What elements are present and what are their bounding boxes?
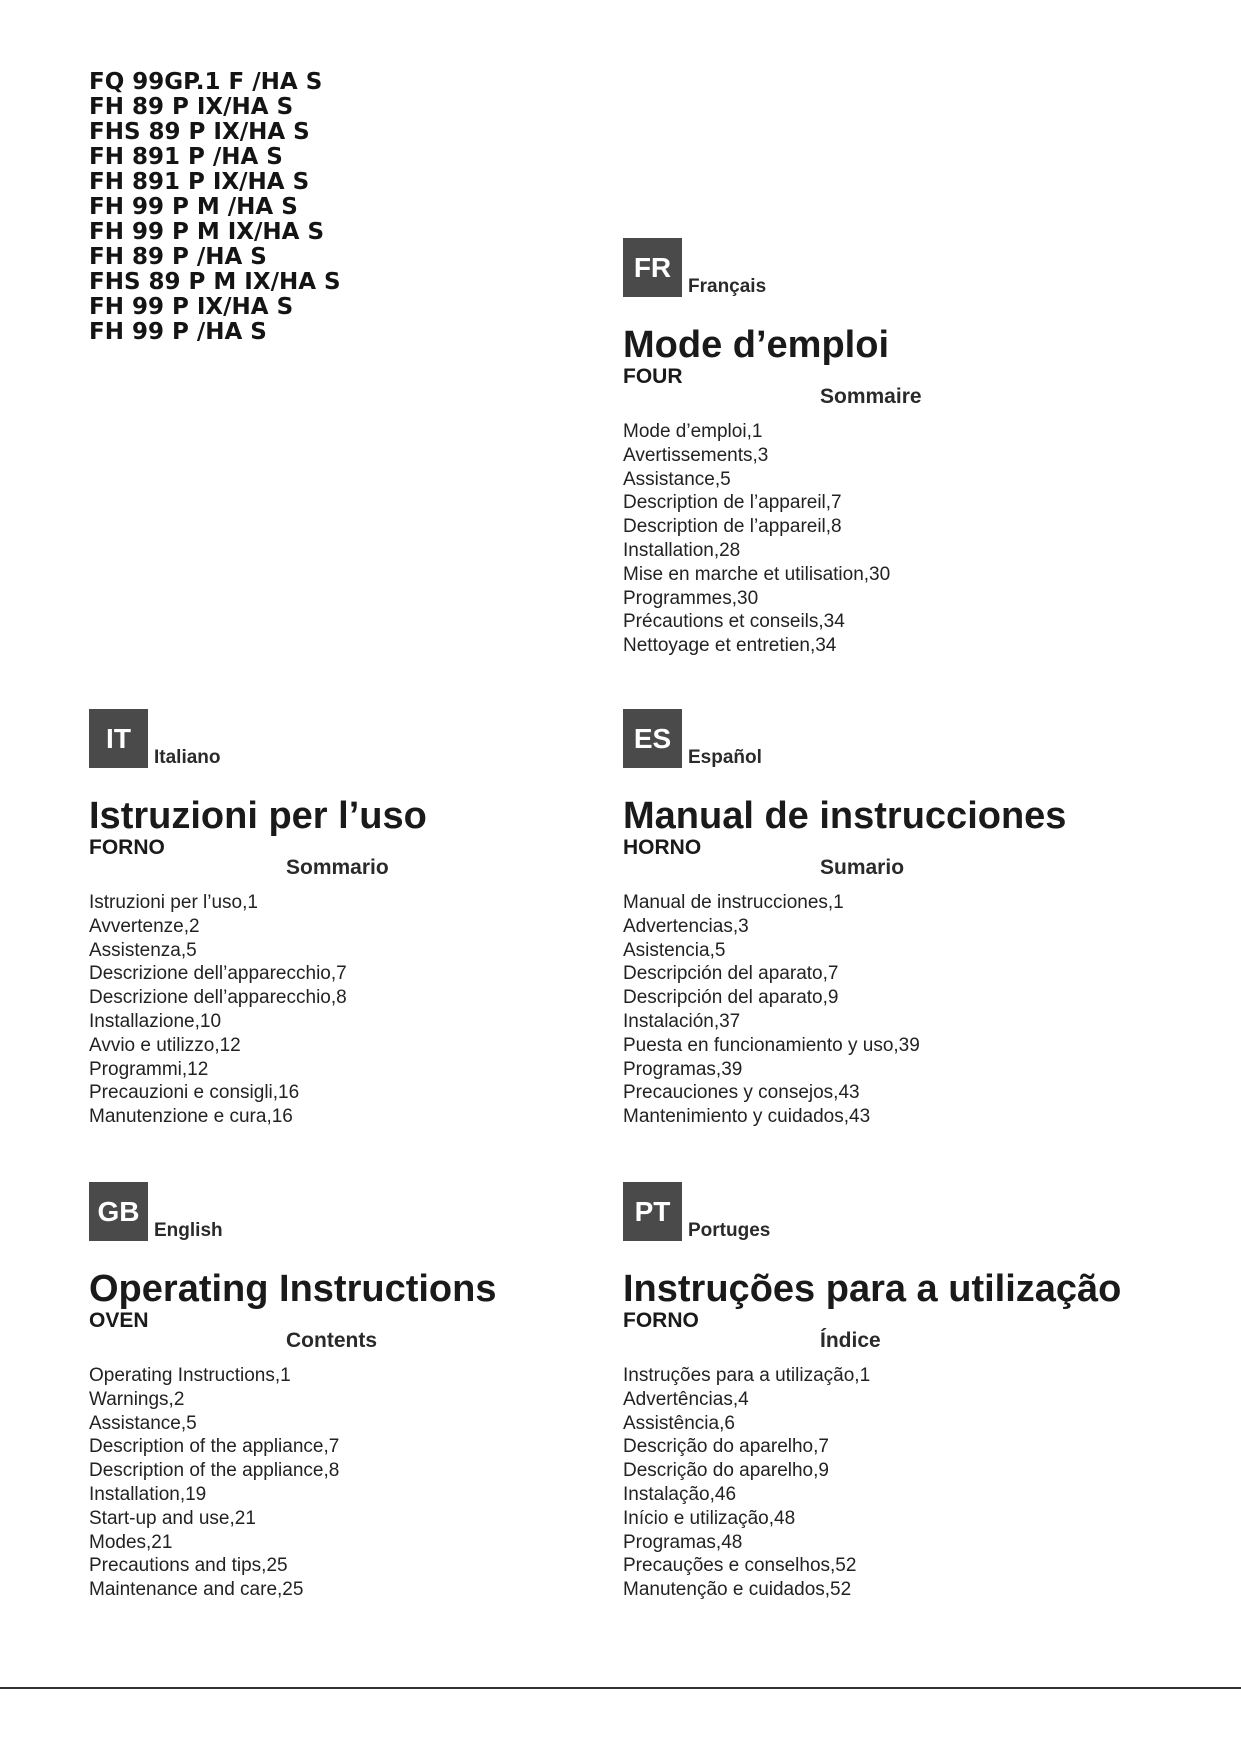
toc-item: Precautions and tips,25 <box>89 1555 288 1577</box>
toc-item: Modes,21 <box>89 1531 173 1553</box>
section-fr <box>623 238 1183 658</box>
toc-item: Installation,19 <box>89 1483 207 1505</box>
language-header <box>623 238 1183 298</box>
table-of-contents <box>89 1364 649 1602</box>
model-number: FH 891 P /HA S <box>89 144 283 170</box>
toc-item: Início e utilização,48 <box>623 1507 796 1529</box>
language-code-badge: FR <box>623 238 682 297</box>
language-name: Italiano <box>154 747 221 768</box>
toc-item: Descrizione dell’apparecchio,8 <box>89 987 347 1009</box>
contents-heading: Sommaire <box>820 385 922 408</box>
product-type: FORNO <box>89 836 165 859</box>
toc-item: Precauzioni e consigli,16 <box>89 1082 300 1104</box>
model-number: FHS 89 P M IX/HA S <box>89 269 341 295</box>
manual-title: Instruções para a utilização <box>623 1268 1122 1310</box>
language-header <box>623 709 1183 769</box>
toc-item: Warnings,2 <box>89 1388 185 1410</box>
model-number: FH 99 P M /HA S <box>89 194 298 220</box>
product-type: FOUR <box>623 365 683 388</box>
language-header <box>89 1182 649 1242</box>
toc-item: Istruzioni per l’uso,1 <box>89 892 258 913</box>
language-name: Français <box>688 276 767 297</box>
toc-item: Assistance,5 <box>89 1412 197 1434</box>
language-code-badge: IT <box>89 709 148 768</box>
section-it <box>89 709 649 1129</box>
language-header <box>623 1182 1183 1242</box>
model-number: FH 99 P M IX/HA S <box>89 219 325 245</box>
toc-item: Description de l’appareil,8 <box>623 516 842 538</box>
model-number: FH 891 P IX/HA S <box>89 169 310 195</box>
toc-item: Precauciones y consejos,43 <box>623 1082 860 1104</box>
model-list <box>89 70 341 345</box>
language-header <box>89 709 649 769</box>
toc-item: Descrição do aparelho,9 <box>623 1460 829 1482</box>
table-of-contents <box>623 1364 1183 1602</box>
toc-item: Installazione,10 <box>89 1010 222 1032</box>
toc-item: Advertências,4 <box>623 1388 749 1410</box>
toc-item: Instruções para a utilização,1 <box>623 1365 871 1386</box>
section-gb <box>89 1182 649 1602</box>
toc-item: Assistenza,5 <box>89 939 197 961</box>
table-of-contents <box>623 891 1183 1129</box>
toc-item: Programas,39 <box>623 1058 743 1080</box>
manual-title: Manual de instrucciones <box>623 795 1067 837</box>
model-number: FH 89 P IX/HA S <box>89 94 294 120</box>
model-number: FQ 99GP.1 F /HA S <box>89 69 323 95</box>
toc-item: Mantenimiento y cuidados,43 <box>623 1106 871 1128</box>
contents-heading: Contents <box>286 1329 377 1352</box>
toc-item: Operating Instructions,1 <box>89 1365 291 1386</box>
toc-item: Maintenance and care,25 <box>89 1579 304 1601</box>
toc-item: Advertencias,3 <box>623 915 749 937</box>
toc-item: Description de l’appareil,7 <box>623 492 842 514</box>
toc-item: Instalación,37 <box>623 1010 741 1032</box>
manual-title: Istruzioni per l’uso <box>89 795 427 837</box>
section-pt <box>623 1182 1183 1602</box>
toc-item: Assistance,5 <box>623 468 731 490</box>
toc-item: Descripción del aparato,9 <box>623 987 839 1009</box>
toc-item: Mise en marche et utilisation,30 <box>623 563 891 585</box>
toc-item: Puesta en funcionamiento y uso,39 <box>623 1034 920 1056</box>
model-number: FHS 89 P IX/HA S <box>89 119 310 145</box>
toc-item: Manutenção e cuidados,52 <box>623 1579 852 1601</box>
model-number: FH 99 P IX/HA S <box>89 294 294 320</box>
toc-item: Precauções e conselhos,52 <box>623 1555 857 1577</box>
toc-item: Asistencia,5 <box>623 939 726 961</box>
toc-item: Avertissements,3 <box>623 444 769 466</box>
toc-item: Descrizione dell’apparecchio,7 <box>89 963 347 985</box>
toc-item: Manutenzione e cura,16 <box>89 1106 293 1128</box>
model-number: FH 99 P /HA S <box>89 319 267 345</box>
language-code-badge: PT <box>623 1182 682 1241</box>
footer-divider <box>0 1687 1241 1689</box>
language-code-badge: GB <box>89 1182 148 1241</box>
table-of-contents <box>623 420 1183 658</box>
toc-item: Assistência,6 <box>623 1412 735 1434</box>
model-number: FH 89 P /HA S <box>89 244 267 270</box>
toc-item: Avvertenze,2 <box>89 915 200 937</box>
toc-item: Programmi,12 <box>89 1058 209 1080</box>
contents-heading: Sumario <box>820 856 905 879</box>
contents-heading: Índice <box>820 1329 881 1352</box>
product-type: HORNO <box>623 836 702 859</box>
toc-item: Descrição do aparelho,7 <box>623 1436 829 1458</box>
manual-title: Operating Instructions <box>89 1268 497 1310</box>
toc-item: Description of the appliance,8 <box>89 1460 340 1482</box>
manual-title: Mode d’emploi <box>623 324 889 366</box>
language-name: Español <box>688 747 762 768</box>
toc-item: Manual de instrucciones,1 <box>623 892 844 913</box>
language-code-badge: ES <box>623 709 682 768</box>
toc-item: Programas,48 <box>623 1531 743 1553</box>
toc-item: Nettoyage et entretien,34 <box>623 635 837 657</box>
product-type: OVEN <box>89 1309 149 1332</box>
toc-item: Mode d’emploi,1 <box>623 421 763 442</box>
table-of-contents <box>89 891 649 1129</box>
language-name: English <box>154 1220 223 1241</box>
toc-item: Description of the appliance,7 <box>89 1436 340 1458</box>
toc-item: Descripción del aparato,7 <box>623 963 839 985</box>
toc-item: Avvio e utilizzo,12 <box>89 1034 241 1056</box>
language-name: Portuges <box>688 1220 771 1241</box>
toc-item: Précautions et conseils,34 <box>623 611 845 633</box>
toc-item: Instalação,46 <box>623 1483 737 1505</box>
product-type: FORNO <box>623 1309 699 1332</box>
toc-item: Installation,28 <box>623 539 741 561</box>
toc-item: Programmes,30 <box>623 587 759 609</box>
toc-item: Start-up and use,21 <box>89 1507 256 1529</box>
section-es <box>623 709 1183 1129</box>
contents-heading: Sommario <box>286 856 389 879</box>
